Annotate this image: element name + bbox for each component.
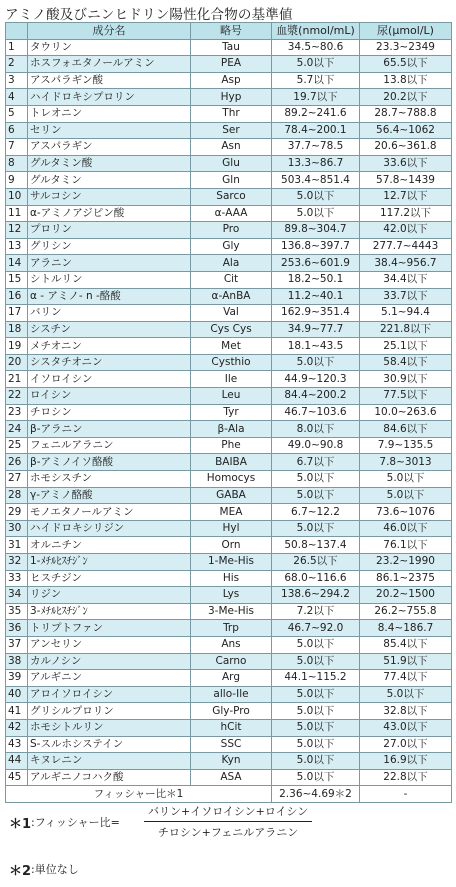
cell-no: 43 — [6, 736, 28, 753]
cell-serum: 253.6~601.9 — [272, 255, 360, 272]
cell-name: 1-ﾒﾁﾙﾋｽﾁｼﾞﾝ — [28, 554, 191, 571]
table-body — [6, 39, 452, 802]
cell-urine: 5.0以下 — [360, 471, 452, 488]
table-row — [6, 222, 452, 239]
cell-no: 6 — [6, 122, 28, 139]
table-row — [6, 139, 452, 156]
cell-abbr: Cys Cys — [191, 321, 272, 338]
cell-abbr: Gly-Pro — [191, 703, 272, 720]
reference-values-table — [5, 22, 452, 803]
cell-serum: 5.0以下 — [272, 769, 360, 786]
table-row — [6, 686, 452, 703]
cell-serum: 5.0以下 — [272, 686, 360, 703]
cell-abbr: Thr — [191, 105, 272, 122]
table-row — [6, 338, 452, 355]
cell-abbr: Leu — [191, 388, 272, 405]
cell-serum: 5.0以下 — [272, 205, 360, 222]
cell-abbr: Cit — [191, 271, 272, 288]
cell-no: 35 — [6, 603, 28, 620]
cell-abbr: Ser — [191, 122, 272, 139]
cell-no: 26 — [6, 454, 28, 471]
cell-abbr: allo-Ile — [191, 686, 272, 703]
cell-abbr: 3-Me-His — [191, 603, 272, 620]
cell-urine: 23.3~2349 — [360, 39, 452, 56]
cell-name: モノエタノールアミン — [28, 504, 191, 521]
cell-no: 13 — [6, 238, 28, 255]
cell-no: 33 — [6, 570, 28, 587]
cell-serum: 84.4~200.2 — [272, 388, 360, 405]
ratio-serum: 2.36~4.69＊2 — [272, 786, 360, 803]
cell-no: 29 — [6, 504, 28, 521]
table-row — [6, 305, 452, 322]
cell-urine: 26.2~755.8 — [360, 603, 452, 620]
cell-serum: 11.2~40.1 — [272, 288, 360, 305]
cell-serum: 5.0以下 — [272, 719, 360, 736]
cell-abbr: Val — [191, 305, 272, 322]
cell-no: 14 — [6, 255, 28, 272]
footnote-unit — [9, 860, 449, 880]
table-header-row — [6, 23, 452, 40]
cell-no: 16 — [6, 288, 28, 305]
cell-no: 4 — [6, 89, 28, 106]
cell-no: 15 — [6, 271, 28, 288]
fraction-numerator: バリン+イソロイシン+ロイシン — [144, 803, 312, 822]
cell-name: アルギニノコハク酸 — [28, 769, 191, 786]
cell-no: 30 — [6, 520, 28, 537]
cell-name: チロシン — [28, 404, 191, 421]
cell-urine: 5.1~94.4 — [360, 305, 452, 322]
cell-no: 3 — [6, 72, 28, 89]
cell-no: 2 — [6, 56, 28, 73]
cell-abbr: Homocys — [191, 471, 272, 488]
cell-name: イソロイシン — [28, 371, 191, 388]
cell-name: アラニン — [28, 255, 191, 272]
cell-abbr: Hyl — [191, 520, 272, 537]
cell-name: アスパラギン — [28, 139, 191, 156]
cell-abbr: Sarco — [191, 188, 272, 205]
cell-name: ヒスチジン — [28, 570, 191, 587]
cell-urine: 57.8~1439 — [360, 172, 452, 189]
cell-name: β-アラニン — [28, 421, 191, 438]
table-row — [6, 487, 452, 504]
cell-name: セリン — [28, 122, 191, 139]
cell-no: 18 — [6, 321, 28, 338]
table-row — [6, 719, 452, 736]
table-row — [6, 471, 452, 488]
cell-urine: 43.0以下 — [360, 719, 452, 736]
cell-abbr: α-AnBA — [191, 288, 272, 305]
cell-abbr: α-AAA — [191, 205, 272, 222]
cell-name: ホモシスチン — [28, 471, 191, 488]
fischer-ratio-row — [6, 786, 452, 803]
cell-no: 32 — [6, 554, 28, 571]
cell-name: アスパラギン酸 — [28, 72, 191, 89]
cell-urine: 221.8以下 — [360, 321, 452, 338]
cell-serum: 7.2以下 — [272, 603, 360, 620]
cell-urine: 86.1~2375 — [360, 570, 452, 587]
table-row — [6, 753, 452, 770]
footnote-mark-2: ＊2 — [9, 864, 32, 879]
cell-urine: 277.7~4443 — [360, 238, 452, 255]
cell-serum: 5.0以下 — [272, 471, 360, 488]
header-urine: 尿(μmol/L) — [360, 23, 452, 40]
table-row — [6, 205, 452, 222]
cell-urine: 117.2以下 — [360, 205, 452, 222]
cell-serum: 68.0~116.6 — [272, 570, 360, 587]
cell-urine: 28.7~788.8 — [360, 105, 452, 122]
cell-abbr: Lys — [191, 587, 272, 604]
header-no — [6, 23, 28, 40]
cell-no: 21 — [6, 371, 28, 388]
cell-no: 5 — [6, 105, 28, 122]
cell-urine: 23.2~1990 — [360, 554, 452, 571]
table-row — [6, 288, 452, 305]
cell-abbr: PEA — [191, 56, 272, 73]
cell-name: サルコシン — [28, 188, 191, 205]
footnote-mark-1: ＊1 — [9, 817, 32, 832]
cell-no: 41 — [6, 703, 28, 720]
cell-no: 40 — [6, 686, 28, 703]
cell-urine: 8.4~186.7 — [360, 620, 452, 637]
cell-name: オルニチン — [28, 537, 191, 554]
cell-no: 10 — [6, 188, 28, 205]
cell-no: 7 — [6, 139, 28, 156]
cell-serum: 18.2~50.1 — [272, 271, 360, 288]
table-row — [6, 636, 452, 653]
header-name: 成分名 — [28, 23, 191, 40]
cell-urine: 16.9以下 — [360, 753, 452, 770]
cell-name: フェニルアラニン — [28, 437, 191, 454]
cell-serum: 5.0以下 — [272, 703, 360, 720]
table-row — [6, 587, 452, 604]
cell-no: 8 — [6, 155, 28, 172]
cell-no: 31 — [6, 537, 28, 554]
fraction-denominator: チロシン+フェニルアラニン — [157, 826, 299, 839]
cell-urine: 58.4以下 — [360, 354, 452, 371]
cell-no: 25 — [6, 437, 28, 454]
cell-serum: 6.7~12.2 — [272, 504, 360, 521]
fischer-ratio-fraction — [144, 803, 312, 840]
table-row — [6, 437, 452, 454]
cell-serum: 44.9~120.3 — [272, 371, 360, 388]
cell-urine: 30.9以下 — [360, 371, 452, 388]
cell-abbr: Trp — [191, 620, 272, 637]
cell-no: 45 — [6, 769, 28, 786]
table-row — [6, 155, 452, 172]
cell-name: トリプトファン — [28, 620, 191, 637]
table-row — [6, 653, 452, 670]
cell-serum: 5.0以下 — [272, 653, 360, 670]
cell-serum: 6.7以下 — [272, 454, 360, 471]
cell-name: ロイシン — [28, 388, 191, 405]
cell-name: β-アミノイソ酪酸 — [28, 454, 191, 471]
cell-no: 24 — [6, 421, 28, 438]
cell-abbr: hCit — [191, 719, 272, 736]
table-row — [6, 554, 452, 571]
cell-urine: 56.4~1062 — [360, 122, 452, 139]
cell-name: リジン — [28, 587, 191, 604]
cell-serum: 5.0以下 — [272, 56, 360, 73]
cell-no: 37 — [6, 636, 28, 653]
cell-name: アルギニン — [28, 670, 191, 687]
cell-urine: 20.2~1500 — [360, 587, 452, 604]
cell-name: アンセリン — [28, 636, 191, 653]
cell-serum: 44.1~115.2 — [272, 670, 360, 687]
cell-urine: 77.5以下 — [360, 388, 452, 405]
cell-urine: 27.0以下 — [360, 736, 452, 753]
cell-name: プロリン — [28, 222, 191, 239]
cell-name: メチオニン — [28, 338, 191, 355]
cell-abbr: Met — [191, 338, 272, 355]
cell-abbr: BAIBA — [191, 454, 272, 471]
cell-name: グルタミン — [28, 172, 191, 189]
cell-urine: 7.8~3013 — [360, 454, 452, 471]
cell-serum: 26.5以下 — [272, 554, 360, 571]
header-abbr: 略号 — [191, 23, 272, 40]
table-row — [6, 39, 452, 56]
cell-abbr: Carno — [191, 653, 272, 670]
cell-no: 36 — [6, 620, 28, 637]
table-row — [6, 105, 452, 122]
cell-urine: 20.6~361.8 — [360, 139, 452, 156]
table-row — [6, 520, 452, 537]
table-row — [6, 703, 452, 720]
cell-urine: 42.0以下 — [360, 222, 452, 239]
cell-urine: 5.0以下 — [360, 686, 452, 703]
cell-serum: 8.0以下 — [272, 421, 360, 438]
table-row — [6, 72, 452, 89]
cell-no: 19 — [6, 338, 28, 355]
cell-urine: 20.2以下 — [360, 89, 452, 106]
table-row — [6, 421, 452, 438]
cell-name: グリシン — [28, 238, 191, 255]
cell-serum: 162.9~351.4 — [272, 305, 360, 322]
table-row — [6, 603, 452, 620]
cell-abbr: GABA — [191, 487, 272, 504]
cell-serum: 50.8~137.4 — [272, 537, 360, 554]
cell-no: 38 — [6, 653, 28, 670]
cell-urine: 33.6以下 — [360, 155, 452, 172]
cell-abbr: MEA — [191, 504, 272, 521]
cell-abbr: Ala — [191, 255, 272, 272]
cell-name: シスタチオニン — [28, 354, 191, 371]
table-row — [6, 89, 452, 106]
cell-serum: 89.2~241.6 — [272, 105, 360, 122]
cell-abbr: Ile — [191, 371, 272, 388]
cell-serum: 78.4~200.1 — [272, 122, 360, 139]
cell-urine: 32.8以下 — [360, 703, 452, 720]
cell-no: 9 — [6, 172, 28, 189]
cell-serum: 5.0以下 — [272, 354, 360, 371]
cell-abbr: β-Ala — [191, 421, 272, 438]
cell-name: S-スルホシステイン — [28, 736, 191, 753]
page-title: アミノ酸及びニンヒドリン陽性化合物の基準値 — [5, 7, 293, 23]
cell-serum: 5.0以下 — [272, 520, 360, 537]
table-row — [6, 504, 452, 521]
cell-no: 12 — [6, 222, 28, 239]
table-row — [6, 769, 452, 786]
table-row — [6, 238, 452, 255]
cell-urine: 25.1以下 — [360, 338, 452, 355]
cell-serum: 13.3~86.7 — [272, 155, 360, 172]
table-row — [6, 371, 452, 388]
cell-no: 1 — [6, 39, 28, 56]
cell-no: 28 — [6, 487, 28, 504]
cell-urine: 10.0~263.6 — [360, 404, 452, 421]
cell-serum: 5.0以下 — [272, 487, 360, 504]
header-serum: 血漿(nmol/mL) — [272, 23, 360, 40]
cell-abbr: SSC — [191, 736, 272, 753]
cell-name: トレオニン — [28, 105, 191, 122]
cell-serum: 19.7以下 — [272, 89, 360, 106]
cell-serum: 503.4~851.4 — [272, 172, 360, 189]
table-row — [6, 736, 452, 753]
cell-serum: 49.0~90.8 — [272, 437, 360, 454]
cell-urine: 77.4以下 — [360, 670, 452, 687]
cell-abbr: Arg — [191, 670, 272, 687]
cell-no: 27 — [6, 471, 28, 488]
cell-serum: 34.9~77.7 — [272, 321, 360, 338]
cell-no: 34 — [6, 587, 28, 604]
cell-name: ホスフォエタノールアミン — [28, 56, 191, 73]
table-row — [6, 172, 452, 189]
cell-name: グリシルプロリン — [28, 703, 191, 720]
table-row — [6, 537, 452, 554]
cell-urine: 7.9~135.5 — [360, 437, 452, 454]
cell-name: タウリン — [28, 39, 191, 56]
cell-serum: 5.0以下 — [272, 636, 360, 653]
cell-serum: 37.7~78.5 — [272, 139, 360, 156]
cell-abbr: Pro — [191, 222, 272, 239]
cell-abbr: Tau — [191, 39, 272, 56]
table-row — [6, 321, 452, 338]
cell-no: 17 — [6, 305, 28, 322]
table-row — [6, 56, 452, 73]
cell-serum: 18.1~43.5 — [272, 338, 360, 355]
cell-name: シトルリン — [28, 271, 191, 288]
cell-serum: 5.0以下 — [272, 188, 360, 205]
table-row — [6, 404, 452, 421]
cell-no: 20 — [6, 354, 28, 371]
cell-urine: 76.1以下 — [360, 537, 452, 554]
cell-abbr: Kyn — [191, 753, 272, 770]
cell-name: カルノシン — [28, 653, 191, 670]
cell-urine: 38.4~956.7 — [360, 255, 452, 272]
cell-urine: 33.7以下 — [360, 288, 452, 305]
cell-serum: 138.6~294.2 — [272, 587, 360, 604]
cell-abbr: Hyp — [191, 89, 272, 106]
cell-serum: 5.0以下 — [272, 753, 360, 770]
cell-urine: 85.4以下 — [360, 636, 452, 653]
table-row — [6, 454, 452, 471]
cell-urine: 73.6~1076 — [360, 504, 452, 521]
table-row — [6, 354, 452, 371]
table-row — [6, 388, 452, 405]
cell-name: α-アミノアジピン酸 — [28, 205, 191, 222]
cell-name: ハイドロキシプロリン — [28, 89, 191, 106]
ratio-label: フィッシャー比＊1 — [6, 786, 272, 803]
cell-serum: 34.5~80.6 — [272, 39, 360, 56]
ratio-urine: - — [360, 786, 452, 803]
table-row — [6, 271, 452, 288]
cell-urine: 12.7以下 — [360, 188, 452, 205]
table-row — [6, 122, 452, 139]
cell-urine: 13.8以下 — [360, 72, 452, 89]
footnote-label-1: :フィッシャー比= — [31, 816, 120, 829]
cell-name: 3-ﾒﾁﾙﾋｽﾁｼﾞﾝ — [28, 603, 191, 620]
cell-no: 44 — [6, 753, 28, 770]
cell-abbr: Gln — [191, 172, 272, 189]
footnote-label-2: :単位なし — [31, 863, 79, 876]
cell-abbr: Asp — [191, 72, 272, 89]
cell-abbr: Glu — [191, 155, 272, 172]
cell-abbr: Gly — [191, 238, 272, 255]
cell-no: 23 — [6, 404, 28, 421]
table-row — [6, 670, 452, 687]
cell-abbr: His — [191, 570, 272, 587]
cell-no: 39 — [6, 670, 28, 687]
cell-name: α - アミノ- n -酪酸 — [28, 288, 191, 305]
cell-urine: 22.8以下 — [360, 769, 452, 786]
cell-serum: 5.0以下 — [272, 736, 360, 753]
cell-abbr: Tyr — [191, 404, 272, 421]
cell-name: バリン — [28, 305, 191, 322]
cell-urine: 65.5以下 — [360, 56, 452, 73]
cell-name: ハイドロキシリジン — [28, 520, 191, 537]
cell-no: 11 — [6, 205, 28, 222]
table-row — [6, 255, 452, 272]
cell-name: アロイソロイシン — [28, 686, 191, 703]
cell-urine: 51.9以下 — [360, 653, 452, 670]
cell-name: キヌレニン — [28, 753, 191, 770]
cell-serum: 136.8~397.7 — [272, 238, 360, 255]
cell-name: グルタミン酸 — [28, 155, 191, 172]
cell-no: 22 — [6, 388, 28, 405]
cell-abbr: Ans — [191, 636, 272, 653]
table-row — [6, 620, 452, 637]
cell-serum: 46.7~103.6 — [272, 404, 360, 421]
cell-abbr: Phe — [191, 437, 272, 454]
cell-no: 42 — [6, 719, 28, 736]
cell-abbr: Cysthio — [191, 354, 272, 371]
cell-serum: 5.7以下 — [272, 72, 360, 89]
cell-name: ホモシトルリン — [28, 719, 191, 736]
cell-urine: 34.4以下 — [360, 271, 452, 288]
cell-abbr: Asn — [191, 139, 272, 156]
table-row — [6, 188, 452, 205]
cell-abbr: ASA — [191, 769, 272, 786]
cell-name: シスチン — [28, 321, 191, 338]
cell-abbr: 1-Me-His — [191, 554, 272, 571]
cell-serum: 89.8~304.7 — [272, 222, 360, 239]
cell-urine: 5.0以下 — [360, 487, 452, 504]
cell-urine: 46.0以下 — [360, 520, 452, 537]
cell-abbr: Orn — [191, 537, 272, 554]
cell-name: γ-アミノ酪酸 — [28, 487, 191, 504]
table-row — [6, 570, 452, 587]
cell-urine: 84.6以下 — [360, 421, 452, 438]
cell-serum: 46.7~92.0 — [272, 620, 360, 637]
footnote-fischer-ratio — [9, 803, 449, 839]
